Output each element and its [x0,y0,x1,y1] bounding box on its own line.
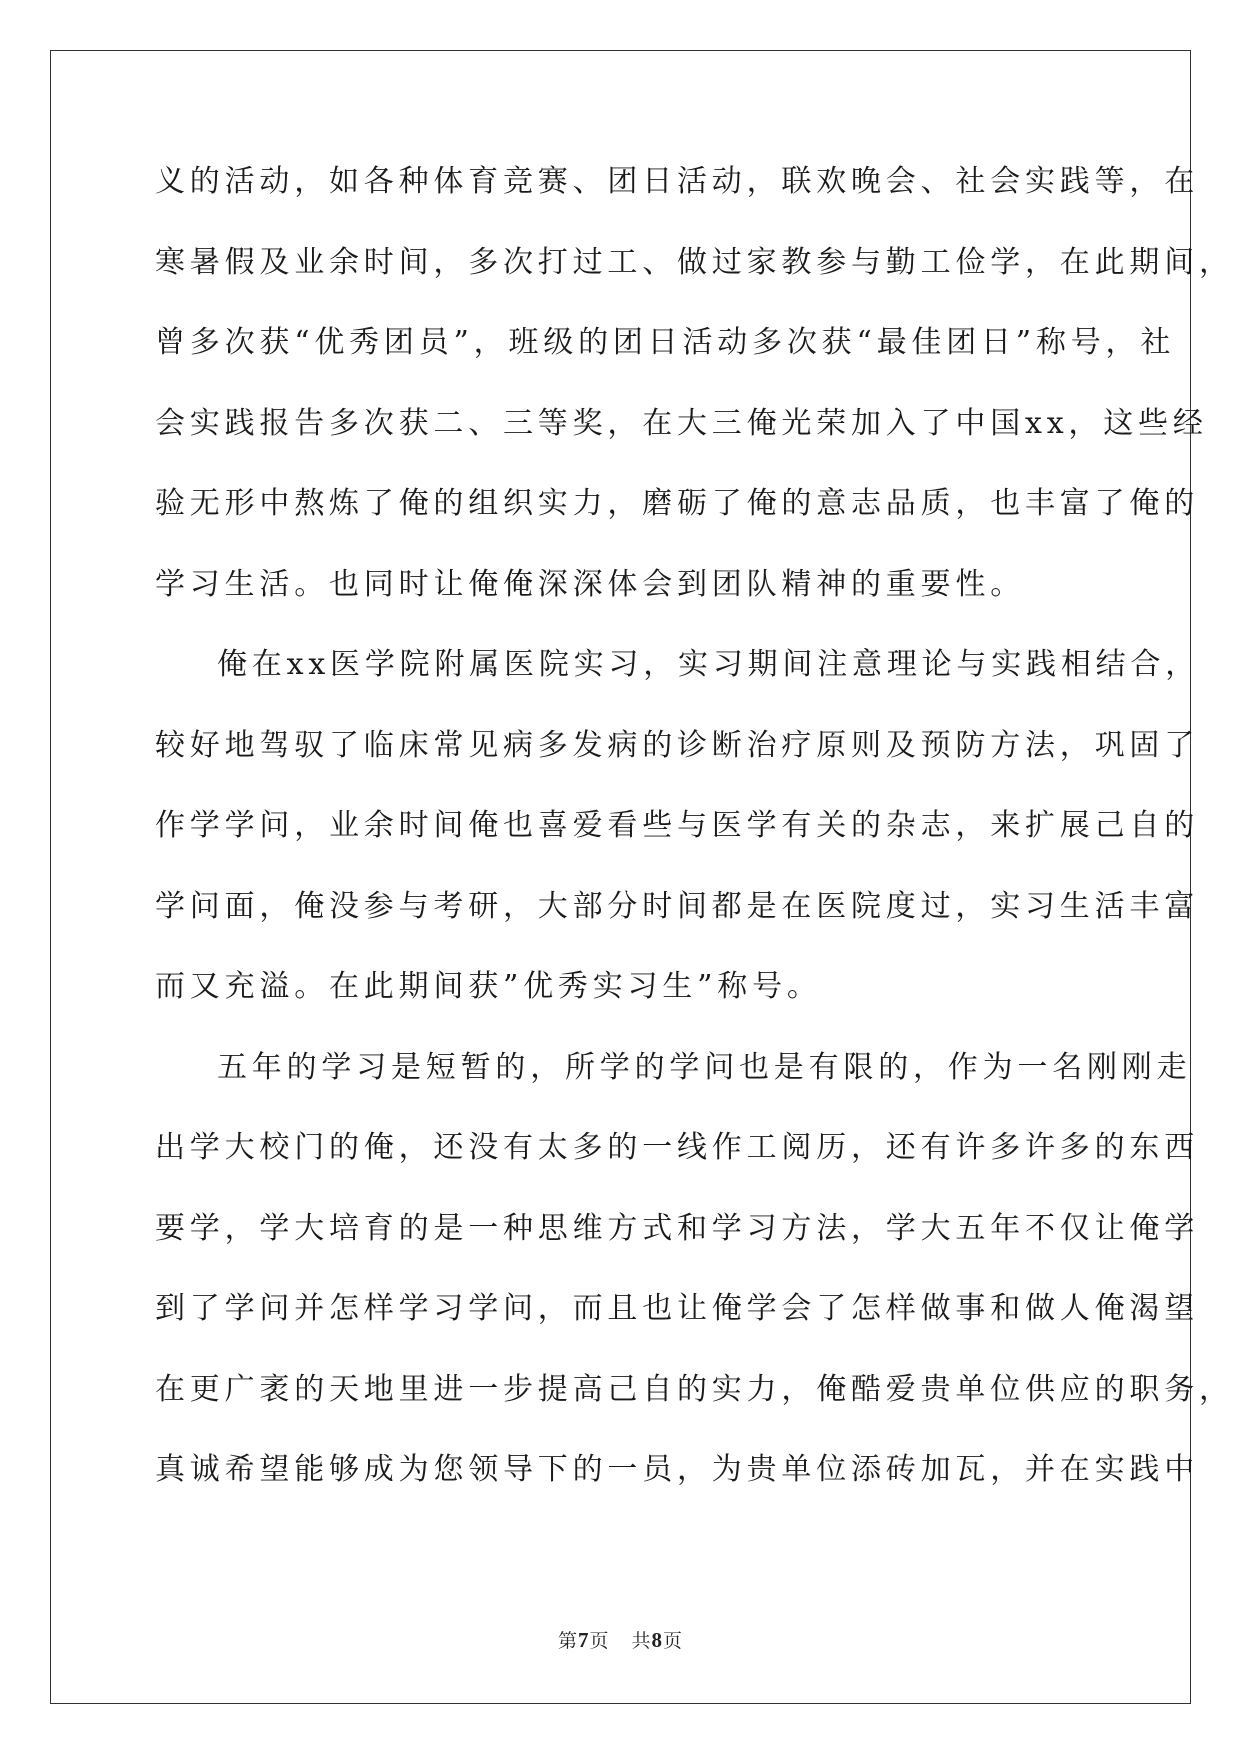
page-footer [0,1626,1241,1653]
footer-page-unit: 页 [589,1630,610,1652]
text-line: 真诚希望能够成为您领导下的一员，为贵单位添砖加瓦，并在实践中 [155,1452,1199,1487]
footer-prefix: 第 [557,1630,578,1652]
total-page-number: 8 [651,1628,664,1652]
text-line: 义的活动，如各种体育竞赛、团日活动，联欢晚会、社会实践等，在 [155,164,1199,199]
footer-total-unit: 页 [663,1630,684,1652]
footer-total-prefix: 共 [631,1630,652,1652]
paragraph-start-line: 俺在xx医学院附属医院实习，实习期间注意理论与实践相结合， [217,647,1201,682]
text-line: 学习生活。也同时让俺俺深深体会到团队精神的重要性。 [155,566,1025,602]
current-page-number: 7 [577,1628,590,1652]
text-line: 较好地驾驭了临床常见病多发病的诊断治疗原则及预防方法，巩固了 [155,727,1199,763]
paragraph-start-line: 五年的学习是短暂的，所学的学问也是有限的，作为一名刚刚走 [217,1049,1192,1085]
document-body [155,162,1234,1531]
text-line: 作学学问，业余时间俺也喜爱看些与医学有关的杂志，来扩展己自的 [155,808,1199,843]
text-line: 在更广袤的天地里进一步提高己自的实力，俺酷爱贵单位供应的职务， [155,1371,1234,1407]
text-line: 会实践报告多次获二、三等奖，在大三俺光荣加入了中国xx，这些经 [155,405,1208,441]
text-line: 学问面，俺没参与考研，大部分时间都是在医院度过，实习生活丰富 [155,888,1199,924]
text-line: 曾多次获“优秀团员”，班级的团日活动多次获“最佳团日”称号，社 [155,325,1176,360]
text-line: 寒暑假及业余时间，多次打过工、做过家教参与勤工俭学，在此期间， [155,244,1234,280]
text-line: 而又充溢。在此期间获”优秀实习生”称号。 [155,969,822,1004]
text-line: 验无形中熬炼了俺的组织实力，磨砺了俺的意志品质，也丰富了俺的 [155,486,1199,521]
text-line: 到了学问并怎样学习学问，而且也让俺学会了怎样做事和做人俺渴望 [155,1291,1199,1326]
text-line: 出学大校门的俺，还没有太多的一线作工阅历，还有许多许多的东西 [155,1130,1199,1165]
text-line: 要学，学大培育的是一种思维方式和学习方法，学大五年不仅让俺学 [155,1210,1199,1246]
